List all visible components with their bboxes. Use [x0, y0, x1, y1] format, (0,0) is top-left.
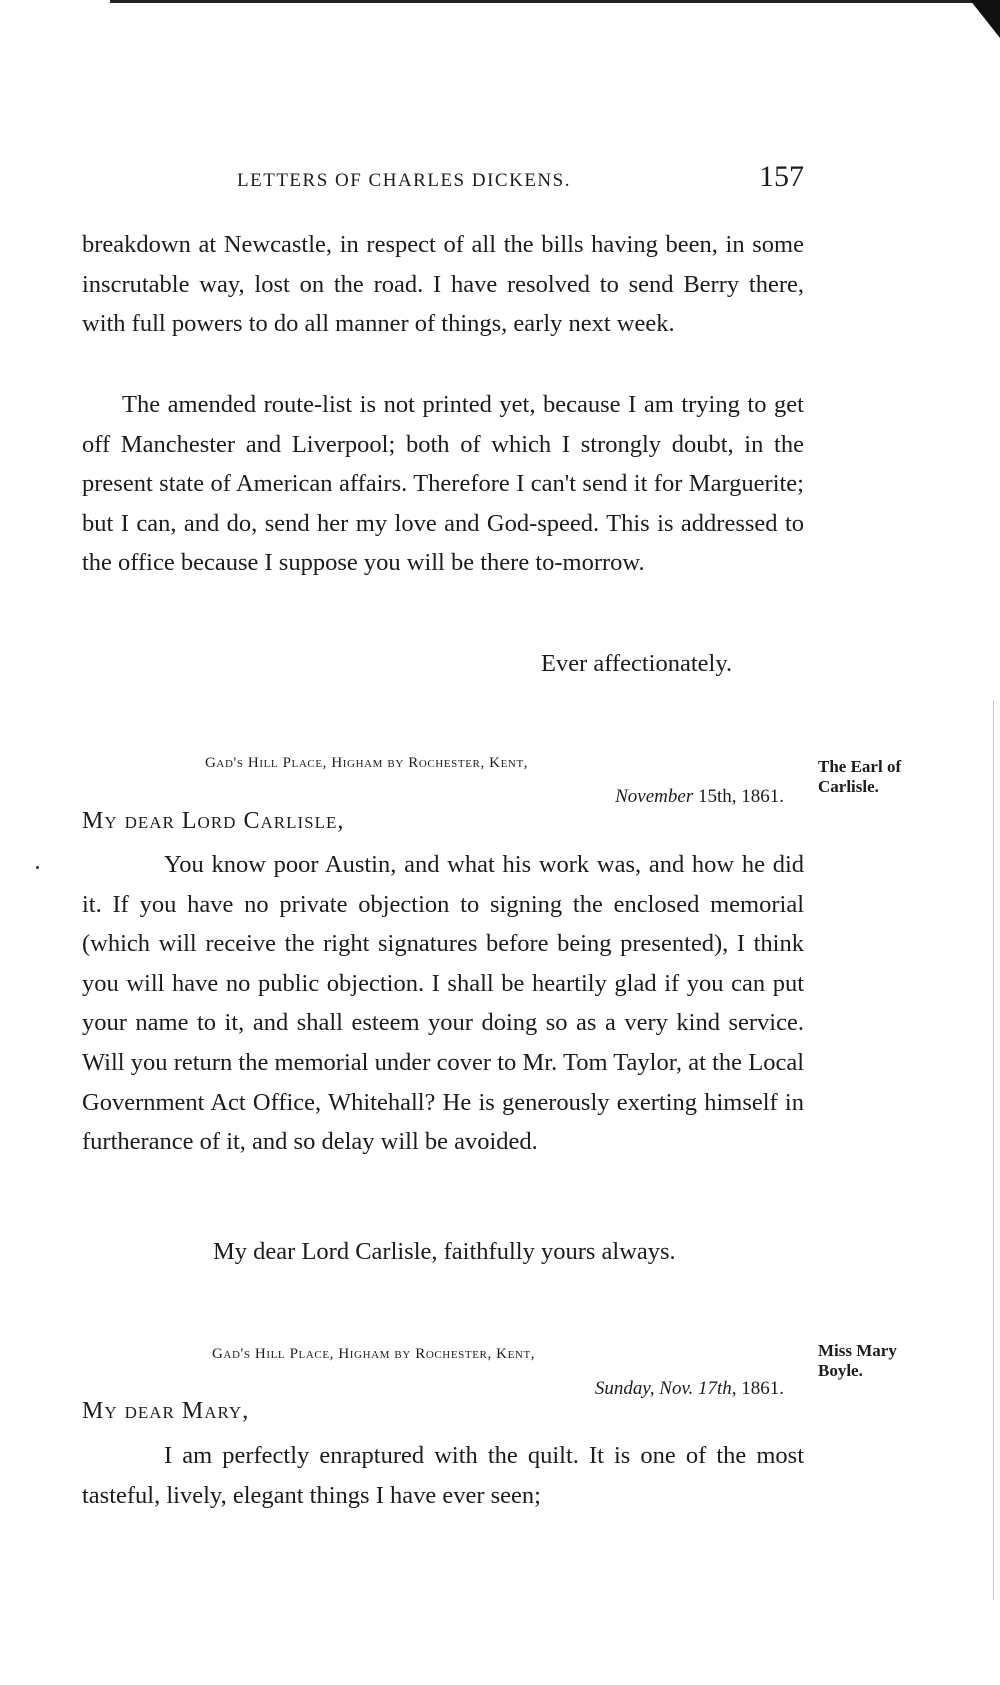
page-edge-shadow: [993, 700, 994, 1600]
letter-dateline: [615, 786, 784, 808]
top-edge-rule: [110, 0, 990, 3]
letter-dateline: [595, 1378, 784, 1400]
page-corner-mark: [970, 0, 1000, 38]
letter-salutation: My dear Lord Carlisle,: [82, 808, 345, 834]
date-day: Sunday, Nov. 17th,: [594, 1378, 737, 1399]
letter-body: I am perfectly enraptured with the quilt. It is one of the most tasteful, lively, elegant things I have ever seen;: [82, 1442, 804, 1509]
running-header: [82, 160, 804, 200]
stray-ink-dot: [36, 866, 39, 869]
running-title: LETTERS OF CHARLES DICKENS.: [237, 170, 571, 191]
letter-paragraph: The amended route-list is not printed yet, because I am trying to get off Manchester and Liverpool; both of which I strongly doubt, in the present state of American affairs. Therefore I can't send it for Marguerite; but I can, and do, send her my love and God-speed. This is addressed to the office because I suppose you will be there to-morrow.: [82, 391, 804, 577]
date-year: 1861.: [741, 786, 784, 807]
letter-closing: My dear Lord Carlisle, faithfully yours always.: [213, 1238, 676, 1265]
margin-note-recipient: The Earl of Carlisle.: [818, 757, 902, 796]
date-month: November: [615, 786, 694, 807]
page-number: 157: [759, 160, 804, 193]
letter-body: You know poor Austin, and what his work was, and how he did it. If you have no private objection to signing the enclosed memorial (which will receive the right signatures before being presented), I think you will have no public objection. I shall be heartily glad if you can put your name to it, and shall esteem your doing so as a very kind service. Will you return the memorial under cover to Mr. Tom Taylor, at the Local Government Act Office, Whitehall? He is generously exerting himself in furtherance of it, and so delay will be avoided.: [82, 851, 804, 1156]
date-day: 15th,: [697, 786, 737, 807]
letter-address: Gad's Hill Place, Higham by Rochester, Kent,: [212, 1346, 536, 1362]
letter-closing: Ever affectionately.: [541, 650, 733, 677]
date-year: 1861.: [741, 1378, 784, 1399]
letter-address: Gad's Hill Place, Higham by Rochester, Kent,: [205, 755, 529, 771]
letter-continuation-paragraph: breakdown at Newcastle, in respect of all the bills having been, in some inscrutable way, lost on the road. I have resolved to send Berry there, with full powers to do all manner of things, early next week.: [82, 231, 804, 338]
margin-note-recipient: Miss Mary Boyle.: [818, 1341, 897, 1380]
letter-salutation: My dear Mary,: [82, 1398, 250, 1424]
